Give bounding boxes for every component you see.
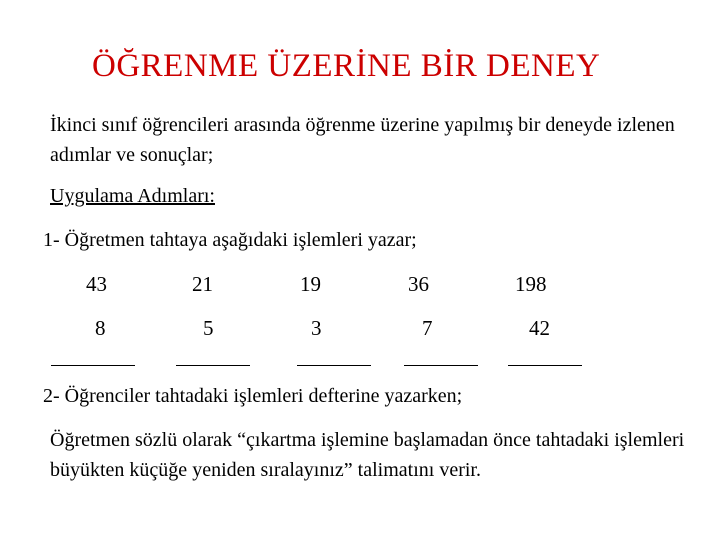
problem-bottom-number: 5 (203, 316, 214, 340)
problem-top-number: 36 (408, 272, 429, 296)
page-title: ÖĞRENME ÜZERİNE BİR DENEY (92, 48, 601, 84)
problem-top-number: 43 (86, 272, 107, 296)
problem-underline (176, 365, 250, 366)
problem-top-number: 21 (192, 272, 213, 296)
problem-underline (508, 365, 582, 366)
step-2-text: 2- Öğrenciler tahtadaki işlemleri defterine yazarken; (43, 385, 463, 407)
problem-bottom-number: 7 (422, 316, 433, 340)
problem-top-number: 19 (300, 272, 321, 296)
section-heading: Uygulama Adımları: (50, 185, 215, 207)
problem-bottom-number: 3 (311, 316, 322, 340)
problem-top-number: 198 (515, 272, 547, 296)
problem-bottom-number: 8 (95, 316, 106, 340)
step-1-text: 1- Öğretmen tahtaya aşağıdaki işlemleri yazar; (43, 229, 417, 251)
problem-underline (297, 365, 371, 366)
teacher-instruction-paragraph: Öğretmen sözlü olarak “çıkartma işlemine başlamadan önce tahtadaki işlemleri büyükten küçüğe yeniden sıralayınız” talimatını verir. (50, 429, 685, 481)
problem-underline (404, 365, 478, 366)
problem-underline (51, 365, 135, 366)
intro-paragraph: İkinci sınıf öğrencileri arasında öğrenme üzerine yapılmış bir deneyde izlenen adımlar ve sonuçlar; (50, 114, 675, 166)
problem-bottom-number: 42 (529, 316, 550, 340)
